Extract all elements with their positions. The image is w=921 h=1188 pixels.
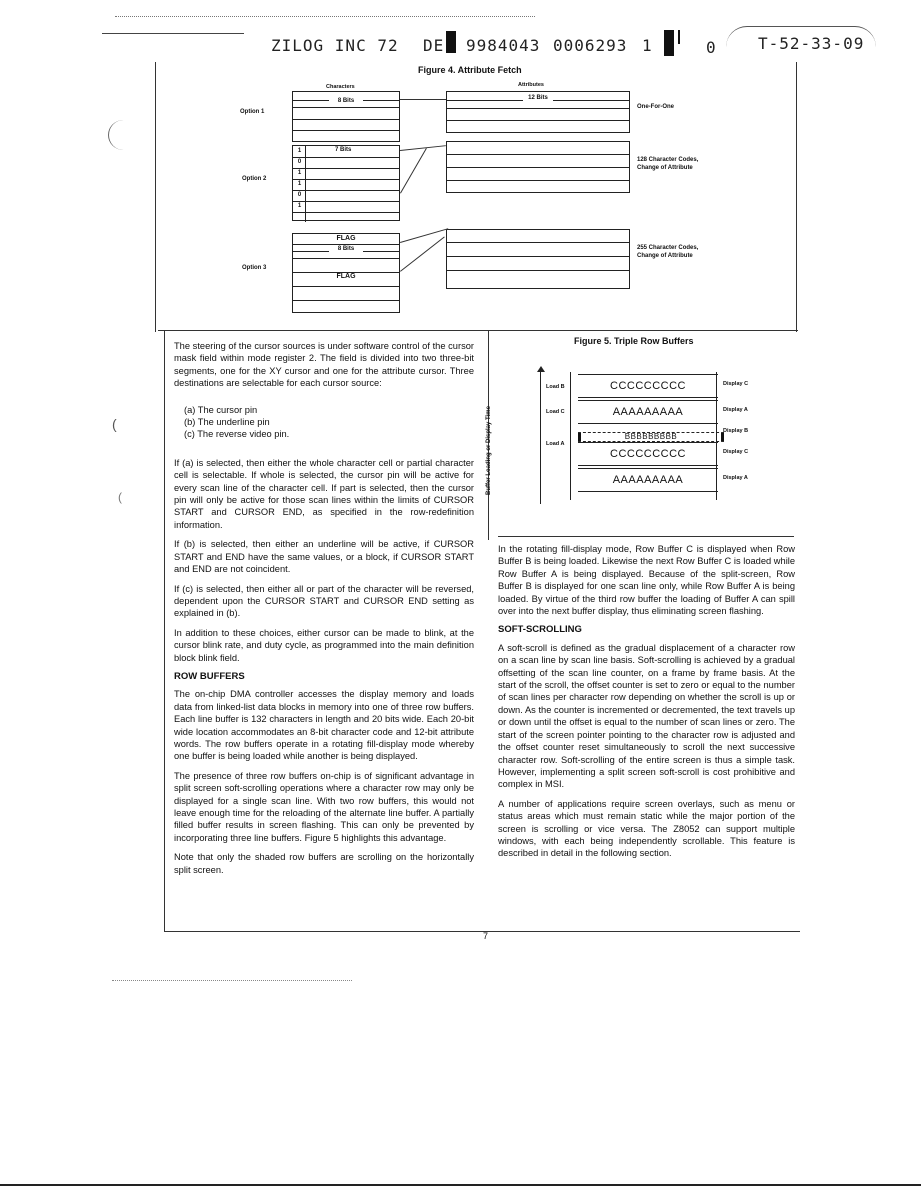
bottom-dotted-rule xyxy=(112,980,352,981)
header-code3: 1 xyxy=(642,36,653,55)
option1-attr-bits: 12 Bits xyxy=(523,95,553,101)
left-column xyxy=(174,340,474,883)
load-label: Load A xyxy=(546,441,565,447)
option1-label: Option 1 xyxy=(240,109,265,115)
display-label: Display A xyxy=(723,407,748,413)
option1-link-line xyxy=(400,99,446,100)
option2-flag: 1 xyxy=(297,181,302,187)
figure5-bottom-rule xyxy=(498,536,794,537)
margin-mark: ( xyxy=(112,416,117,432)
header-black-mark-2 xyxy=(664,30,674,56)
load-label: Load B xyxy=(546,384,565,390)
paragraph: If (a) is selected, then either the whole character cell or partial character cell is selectable. If whole is selected, the cursor pin will be active for every scan line of the character cell. If part is selected, then the cursor pin will only be active for those scan lines within the limits of CURSOR START and CURSOR END, as specified in the row-redefinition information. xyxy=(174,457,474,530)
top-dotted-rule xyxy=(115,16,535,17)
page-bottom-edge xyxy=(0,1184,921,1186)
margin-mark: ( xyxy=(118,490,122,504)
header-ref: T-52-33-09 xyxy=(758,34,865,53)
figure5-axis-arrow xyxy=(540,370,541,504)
header-code2: 0006293 xyxy=(553,36,628,55)
header-de: DE xyxy=(423,36,445,55)
option3-char-bits: 8 Bits xyxy=(329,246,363,252)
header-company: ZILOG INC 72 xyxy=(271,36,399,55)
paragraph: If (c) is selected, then either all or part of the character will be reversed, dependent upon the CURSOR START and CURSOR END setting as explained in (b). xyxy=(174,583,474,619)
figure5-left-tick-line xyxy=(570,372,571,500)
option3-flag-bottom: FLAG xyxy=(336,273,356,280)
buffer-row: CCCCCCCCC xyxy=(578,374,718,398)
option2-flag: 1 xyxy=(297,170,302,176)
paragraph: If (b) is selected, then either an underline will be active, if CURSOR START and END have the same values, or a block, if CURSOR START and END are not coincident. xyxy=(174,539,474,575)
option2-desc2: Change of Attribute xyxy=(637,165,693,171)
display-label: Display A xyxy=(723,475,748,481)
header-code4: 0 xyxy=(706,38,717,57)
option2-desc1: 128 Character Codes, xyxy=(637,157,699,163)
figure5-axis-label: Buffer Loading or Display Time xyxy=(486,406,492,495)
option1-char-bits: 8 Bits xyxy=(329,98,363,104)
paragraph: The steering of the cursor sources is under software control of the cursor mask field within mode register 2. The field is divided into two three-bit segments, one for the XY cursor and one for the attribute cursor. Three destinations are selectable for each cursor source: xyxy=(174,341,474,389)
figure5-axis-arrow-head xyxy=(537,366,545,372)
header-black-mark-1 xyxy=(446,31,456,53)
body-bottom-rule xyxy=(164,931,800,932)
option2-attr-buffer xyxy=(446,141,630,193)
option3-attr-buffer xyxy=(446,229,630,289)
col-attributes-label: Attributes xyxy=(518,82,544,88)
header-arc xyxy=(726,26,876,47)
right-column xyxy=(498,543,795,867)
option3-desc2: Change of Attribute xyxy=(637,253,693,259)
option2-char-buffer xyxy=(292,145,400,221)
option2-flag: 1 xyxy=(297,148,302,154)
body-left-frame xyxy=(164,330,165,932)
list-item: (c) The reverse video pin. xyxy=(184,429,290,440)
header-tick xyxy=(678,30,680,44)
option2-label: Option 2 xyxy=(242,176,267,182)
top-rule xyxy=(102,33,244,34)
paragraph: A soft-scroll is defined as the gradual displacement of a character row on a scan line by scan line basis. Soft-scrolling is achieved by a gradual offsetting of the scan line counter, on a frame by frame basis. At the start of the scroll, the offset counter is set to zero or equal to the number of scan lines per character row depending on whether the scroll is up or down. As the counter is incremented or decremented, the text travels up or down until the offset is equal to the number of scan lines or zero. The start of the screen pointer pointing to the character row is adjusted and the offset counter reset simultaneously to scroll the next successive character row. Soft-scrolling of the entire screen is thus a simple task. However, implementing a split screen soft-scroll is cost prohibitive and complex in MSI. xyxy=(498,642,795,790)
paragraph: A number of applications require screen overlays, such as menu or status areas which must remain static while the major portion of the screen is scrolling or vice versa. The Z8052 can support multiple windows, with each being independently scrollable. This feature is described in detail in the following section. xyxy=(498,798,795,859)
col-characters-label: Characters xyxy=(326,84,355,90)
option1-desc: One-For-One xyxy=(637,104,674,110)
figure4-title: Figure 4. Attribute Fetch xyxy=(418,65,522,75)
option3-flag-top: FLAG xyxy=(336,235,356,242)
option1-char-buffer xyxy=(292,91,400,142)
paragraph: In addition to these choices, either cursor can be made to blink, at the cursor blink rate, and duty cycle, as programmed into the main definition block blink field. xyxy=(174,627,474,663)
paragraph: The presence of three row buffers on-chip is of significant advantage in split screen soft-scrolling operations where a character row may only be displayed for a single scan line. With two row buffers, this would not leave enough time for the reloading of the alternate line buffer. A partially filled buffer results in screen flashing. This can only be prevented by incorporating three line buffers. Figure 5 highlights this advantage. xyxy=(174,770,474,843)
paragraph: In the rotating fill-display mode, Row Buffer C is displayed when Row Buffer B is being loaded. Likewise the next Row Buffer C is loaded while Row Buffer A is being displayed. Because of the split-screen, Row Buffer B is displayed for one scan line only, while Row Buffer A is being loaded. By virtue of the third row buffer the loading of Buffer A can spill over into the next buffer display, thus eliminating screen flashing. xyxy=(498,544,795,617)
paragraph: The on-chip DMA controller accesses the display memory and loads data from linked-list data blocks in memory into one of three row buffers. Each line buffer is 132 characters in length and 20 bits wide. Each 20-bit wide location accommodates an 8-bit character code and 12-bit attribute words. The row buffers operate in a rotating fill-display mode whereby one buffer is being loaded while another is being displayed. xyxy=(174,689,474,762)
list-item: (a) The cursor pin xyxy=(184,404,258,415)
display-label: Display C xyxy=(723,381,749,387)
list-item: (b) The underline pin xyxy=(184,417,270,428)
buffer-row: AAAAAAAAA xyxy=(578,400,718,424)
option3-desc1: 255 Character Codes, xyxy=(637,245,699,251)
paragraph: Note that only the shaded row buffers are scrolling on the horizontally split screen. xyxy=(174,852,474,875)
option2-flag: 0 xyxy=(297,159,302,165)
figure4-bottom-rule xyxy=(158,330,798,331)
punch-hole-mark xyxy=(108,120,139,150)
display-label: Display B xyxy=(723,428,749,434)
option3-char-buffer xyxy=(292,233,400,313)
option2-flag: 1 xyxy=(297,203,302,209)
heading-row-buffers: ROW BUFFERS xyxy=(174,670,245,682)
buffer-row: CCCCCCCCC xyxy=(578,442,718,466)
header-code1: 9984043 xyxy=(466,36,541,55)
buffer-row: AAAAAAAAA xyxy=(578,468,718,492)
heading-soft-scrolling: SOFT-SCROLLING xyxy=(498,624,582,636)
display-label: Display C xyxy=(723,449,749,455)
option2-char-bits: 7 Bits xyxy=(335,147,352,153)
option1-attr-buffer xyxy=(446,91,630,133)
buffer-row-shaded: BBBBBBBBB xyxy=(578,432,724,442)
figure5-title: Figure 5. Triple Row Buffers xyxy=(574,336,694,346)
page-number: 7 xyxy=(483,931,489,941)
option3-label: Option 3 xyxy=(242,265,267,271)
option2-flag: 0 xyxy=(297,192,302,198)
load-label: Load C xyxy=(546,409,565,415)
